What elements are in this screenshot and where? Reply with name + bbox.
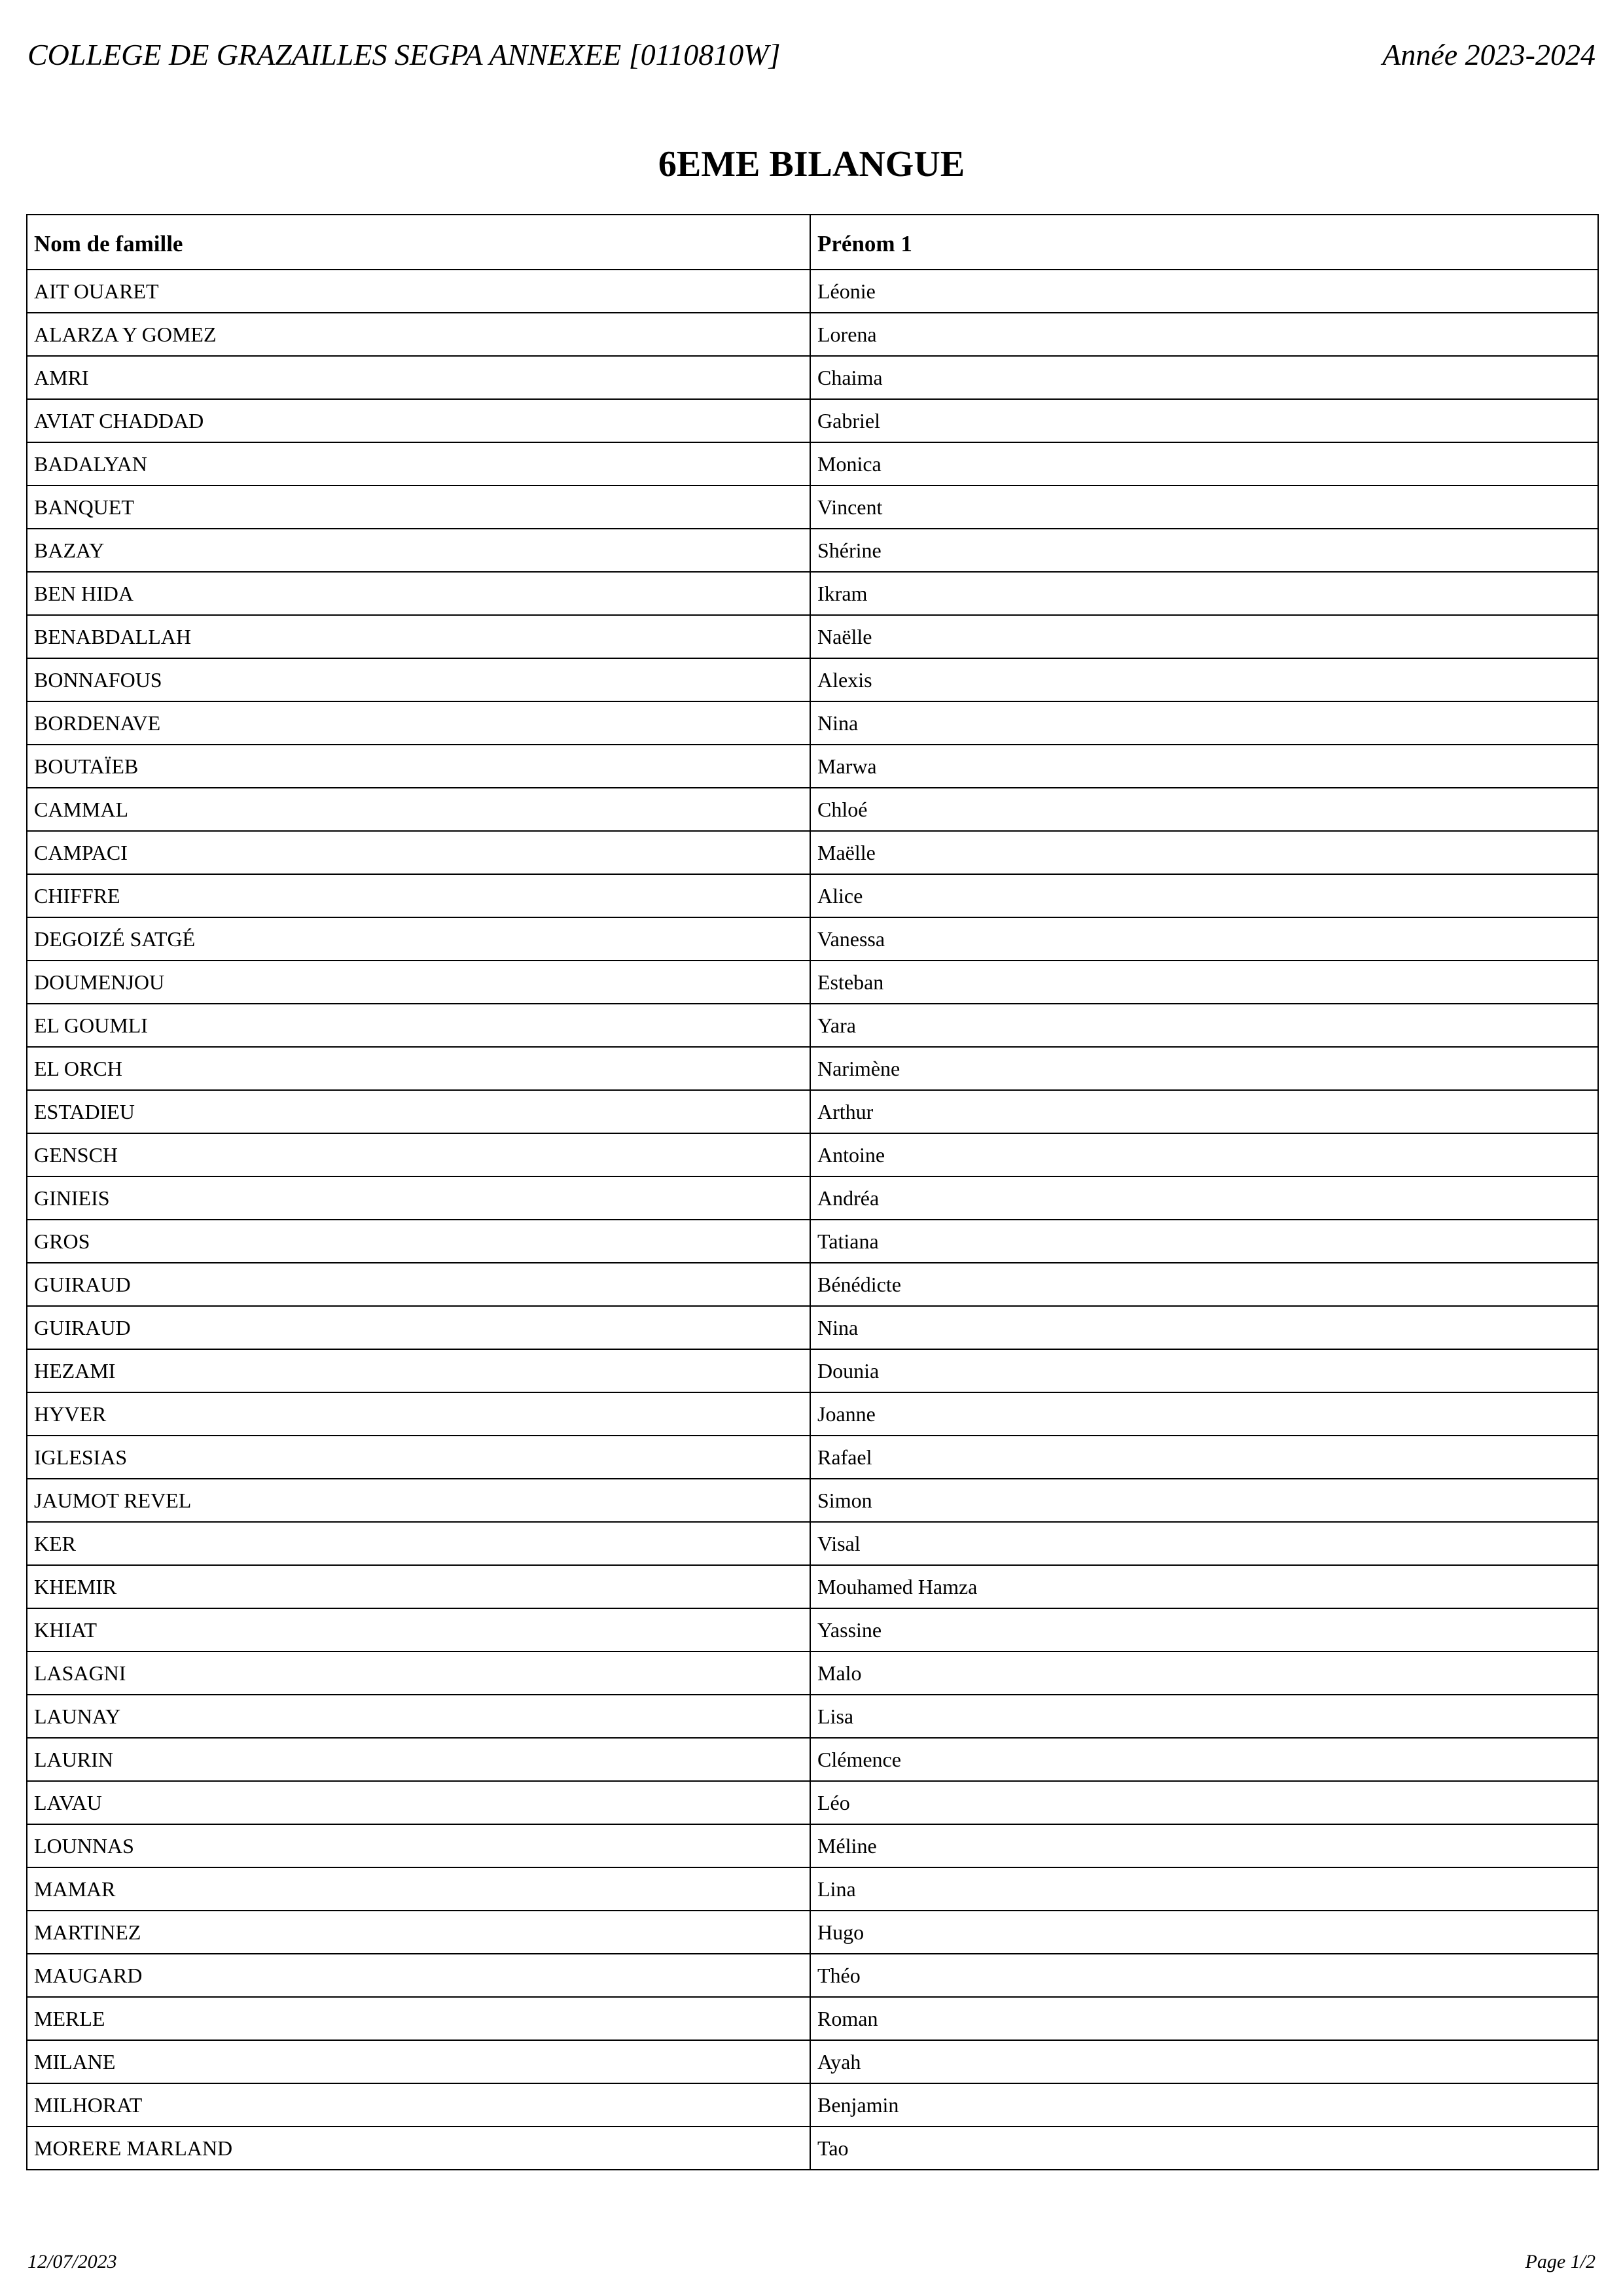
student-roster-table: [26, 214, 1599, 2170]
cell-last-name: BOUTAÏEB: [27, 745, 810, 788]
cell-last-name: ALARZA Y GOMEZ: [27, 313, 810, 356]
cell-last-name: BANQUET: [27, 486, 810, 529]
table-row: [27, 1479, 1598, 1522]
cell-first-name: Shérine: [810, 529, 1598, 572]
cell-first-name: Yara: [810, 1004, 1598, 1047]
school-year: Année 2023-2024: [1382, 38, 1596, 71]
cell-first-name: Antoine: [810, 1133, 1598, 1176]
table-row: [27, 1349, 1598, 1392]
cell-last-name: LOUNNAS: [27, 1824, 810, 1867]
cell-last-name: GINIEIS: [27, 1176, 810, 1220]
cell-last-name: CAMPACI: [27, 831, 810, 874]
table-row: [27, 1047, 1598, 1090]
cell-first-name: Joanne: [810, 1392, 1598, 1436]
cell-last-name: AMRI: [27, 356, 810, 399]
table-body: [27, 270, 1598, 2170]
table-row: [27, 1738, 1598, 1781]
cell-last-name: GUIRAUD: [27, 1306, 810, 1349]
cell-last-name: BEN HIDA: [27, 572, 810, 615]
cell-first-name: Alexis: [810, 658, 1598, 701]
cell-first-name: Mouhamed Hamza: [810, 1565, 1598, 1608]
cell-last-name: EL ORCH: [27, 1047, 810, 1090]
cell-first-name: Chaima: [810, 356, 1598, 399]
cell-last-name: AVIAT CHADDAD: [27, 399, 810, 442]
table-row: [27, 1781, 1598, 1824]
cell-last-name: LAURIN: [27, 1738, 810, 1781]
cell-first-name: Malo: [810, 1651, 1598, 1695]
cell-first-name: Bénédicte: [810, 1263, 1598, 1306]
cell-last-name: MAUGARD: [27, 1954, 810, 1997]
table-row: [27, 615, 1598, 658]
table-row: [27, 1263, 1598, 1306]
cell-last-name: KER: [27, 1522, 810, 1565]
table-row: [27, 874, 1598, 917]
table-row: [27, 1176, 1598, 1220]
table-row: [27, 1954, 1598, 1997]
cell-first-name: Yassine: [810, 1608, 1598, 1651]
table-row: [27, 745, 1598, 788]
table-row: [27, 831, 1598, 874]
cell-last-name: BENABDALLAH: [27, 615, 810, 658]
cell-last-name: GENSCH: [27, 1133, 810, 1176]
table-row: [27, 1608, 1598, 1651]
cell-last-name: KHIAT: [27, 1608, 810, 1651]
column-header-last-name: Nom de famille: [27, 215, 810, 270]
cell-first-name: Méline: [810, 1824, 1598, 1867]
cell-first-name: Tatiana: [810, 1220, 1598, 1263]
cell-first-name: Maëlle: [810, 831, 1598, 874]
cell-first-name: Rafael: [810, 1436, 1598, 1479]
cell-last-name: LAVAU: [27, 1781, 810, 1824]
cell-last-name: CAMMAL: [27, 788, 810, 831]
cell-first-name: Alice: [810, 874, 1598, 917]
table-row: [27, 1133, 1598, 1176]
cell-last-name: CHIFFRE: [27, 874, 810, 917]
cell-last-name: BORDENAVE: [27, 701, 810, 745]
table-row: [27, 486, 1598, 529]
table-row: [27, 1651, 1598, 1695]
cell-first-name: Lina: [810, 1867, 1598, 1911]
table-row: [27, 442, 1598, 486]
table-row: [27, 1004, 1598, 1047]
cell-last-name: MORERE MARLAND: [27, 2127, 810, 2170]
cell-first-name: Lisa: [810, 1695, 1598, 1738]
cell-first-name: Narimène: [810, 1047, 1598, 1090]
cell-first-name: Tao: [810, 2127, 1598, 2170]
table-row: [27, 1911, 1598, 1954]
print-date: 12/07/2023: [27, 2251, 117, 2272]
table-row: [27, 356, 1598, 399]
table-row: [27, 1867, 1598, 1911]
cell-last-name: BADALYAN: [27, 442, 810, 486]
cell-first-name: Arthur: [810, 1090, 1598, 1133]
cell-last-name: KHEMIR: [27, 1565, 810, 1608]
cell-first-name: Clémence: [810, 1738, 1598, 1781]
table-row: [27, 529, 1598, 572]
table-row: [27, 788, 1598, 831]
cell-first-name: Théo: [810, 1954, 1598, 1997]
table-row: [27, 1436, 1598, 1479]
cell-first-name: Vincent: [810, 486, 1598, 529]
table-header-row: [27, 215, 1598, 270]
table-row: [27, 1392, 1598, 1436]
page-number: Page 1/2: [1525, 2251, 1596, 2272]
school-name: COLLEGE DE GRAZAILLES SEGPA ANNEXEE [0110810W]: [27, 38, 781, 71]
cell-last-name: MAMAR: [27, 1867, 810, 1911]
table-row: [27, 658, 1598, 701]
cell-first-name: Monica: [810, 442, 1598, 486]
cell-first-name: Nina: [810, 1306, 1598, 1349]
cell-first-name: Vanessa: [810, 917, 1598, 961]
cell-first-name: Simon: [810, 1479, 1598, 1522]
cell-last-name: MILHORAT: [27, 2083, 810, 2127]
cell-first-name: Nina: [810, 701, 1598, 745]
cell-last-name: MARTINEZ: [27, 1911, 810, 1954]
cell-last-name: LAUNAY: [27, 1695, 810, 1738]
cell-last-name: IGLESIAS: [27, 1436, 810, 1479]
table-row: [27, 2127, 1598, 2170]
cell-last-name: HYVER: [27, 1392, 810, 1436]
table-row: [27, 961, 1598, 1004]
table-row: [27, 1090, 1598, 1133]
cell-first-name: Marwa: [810, 745, 1598, 788]
table-row: [27, 701, 1598, 745]
table-row: [27, 1522, 1598, 1565]
cell-first-name: Lorena: [810, 313, 1598, 356]
cell-last-name: AIT OUARET: [27, 270, 810, 313]
cell-first-name: Chloé: [810, 788, 1598, 831]
table-row: [27, 1824, 1598, 1867]
cell-first-name: Visal: [810, 1522, 1598, 1565]
table-row: [27, 399, 1598, 442]
cell-first-name: Léo: [810, 1781, 1598, 1824]
cell-first-name: Ayah: [810, 2040, 1598, 2083]
table-row: [27, 1220, 1598, 1263]
cell-last-name: BAZAY: [27, 529, 810, 572]
cell-last-name: LASAGNI: [27, 1651, 810, 1695]
cell-first-name: Ikram: [810, 572, 1598, 615]
cell-first-name: Naëlle: [810, 615, 1598, 658]
table-row: [27, 572, 1598, 615]
table-row: [27, 270, 1598, 313]
table-row: [27, 313, 1598, 356]
cell-last-name: MILANE: [27, 2040, 810, 2083]
cell-last-name: BONNAFOUS: [27, 658, 810, 701]
table-row: [27, 1306, 1598, 1349]
table-row: [27, 917, 1598, 961]
table-row: [27, 1695, 1598, 1738]
table-row: [27, 1565, 1598, 1608]
cell-last-name: GROS: [27, 1220, 810, 1263]
cell-first-name: Andréa: [810, 1176, 1598, 1220]
cell-first-name: Roman: [810, 1997, 1598, 2040]
table-row: [27, 1997, 1598, 2040]
cell-first-name: Dounia: [810, 1349, 1598, 1392]
cell-last-name: MERLE: [27, 1997, 810, 2040]
cell-last-name: HEZAMI: [27, 1349, 810, 1392]
cell-last-name: ESTADIEU: [27, 1090, 810, 1133]
column-header-first-name: Prénom 1: [810, 215, 1598, 270]
cell-last-name: JAUMOT REVEL: [27, 1479, 810, 1522]
cell-first-name: Léonie: [810, 270, 1598, 313]
cell-last-name: DOUMENJOU: [27, 961, 810, 1004]
table-row: [27, 2040, 1598, 2083]
cell-first-name: Benjamin: [810, 2083, 1598, 2127]
page-title: 6EME BILANGUE: [658, 144, 965, 185]
cell-last-name: EL GOUMLI: [27, 1004, 810, 1047]
cell-last-name: DEGOIZÉ SATGÉ: [27, 917, 810, 961]
cell-first-name: Hugo: [810, 1911, 1598, 1954]
table-row: [27, 2083, 1598, 2127]
cell-first-name: Esteban: [810, 961, 1598, 1004]
cell-last-name: GUIRAUD: [27, 1263, 810, 1306]
cell-first-name: Gabriel: [810, 399, 1598, 442]
